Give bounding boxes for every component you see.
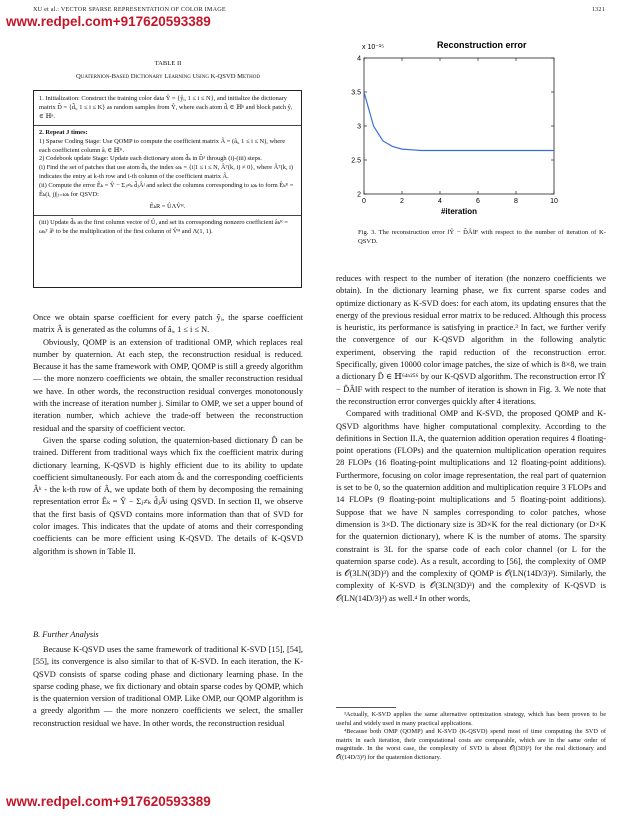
table-title: Quaternion-Based Dictionary Learning Using K-QSVD Method: [76, 73, 260, 80]
paragraph: Because K-QSVD uses the same framework of traditional K-SVD [15], [54], [55], its convergence is also similar to that of K-SVD. In each iteration, the K-QSVD consists of sparse coding phase and dictionary learning phase. In the sparse coding phase, we fix dictionary and obtain sparse codes by QOMP, which is the quaternion version of traditional OMP. Like OMP, our QOMP algorithm is a greedy algorithm — the more nonzero coefficients we select, the smaller reconstruction residual we have. In other words, the reconstruction residual: [33, 645, 303, 728]
running-title: XU et al.: VECTOR SPARSE REPRESENTATION OF COLOR IMAGE: [33, 6, 226, 13]
x-tick-label: 6: [476, 198, 480, 205]
algo-step-2: 2. Repeat J times:: [39, 128, 88, 136]
algo-step-2-1: 1) Sparse Coding Stage: Use QOMP to compute the coefficient matrix Â = (âᵢ, 1 ≤ i ≤ N), where each coefficient column âᵢ ∈ ℍᴷ.: [39, 137, 286, 154]
paragraph: Given the sparse coding solution, the quaternion-based dictionary D̂ can be trained. Different from traditional ways which fix the coefficient matrix during dictionary learning, K-QSVD is highly efficient due to its ability to update coefficient simultaneously. For each atom d̂ₖ and the corresponding coefficients Âᵏ - the k-th row of Â, we update both of them by decomposing the remaining representation error Êₖ = Ŷ − Σⱼ≠ₖ d̂ⱼÂʲ using QSVD. In section II, we observe that the first basis of QSVD contains more information than that of SVD for color images. This indicates that the update of atoms and their corresponding coefficients can be more efficient using K-QSVD. The details of K-QSVD algorithm is shown in Table II.: [33, 435, 303, 556]
plot-frame: [364, 58, 554, 194]
y-tick-label: 2: [357, 191, 361, 199]
x-axis-label: #iteration: [440, 207, 478, 216]
x-tick-label: 8: [514, 198, 518, 205]
y-tick-label: 3.5: [351, 89, 361, 97]
footnote-3: ³Actually, K-SVD applies the same alternative optimization strategy, which has been proven to be useful and widely used in many practical applications.: [336, 711, 606, 727]
algo-step-iii: (iii) Update d̂ₖ as the first column vector of Û, and set its corresponding nonzero coefficient âₖᴿ = ωₖᵀ âᵏ to be the multiplication of the first column of V̂ᴴ and Λ(1, 1).: [39, 218, 288, 235]
x-tick-label: 2: [400, 198, 404, 205]
watermark-bottom: www.redpel.com+917620593389: [6, 794, 211, 809]
algo-step-ii: (ii) Compute the error Êₖ = Ŷ − Σⱼ≠ₖ d̂ⱼÂʲ and select the columns corresponding to ωₖ to form Êₖᴿ = Êₖ(i, j)|ⱼ₌ωₖ for QSVD:: [39, 182, 294, 199]
left-column: [33, 312, 303, 558]
footnotes: [336, 707, 606, 763]
left-column-section: [33, 644, 303, 730]
paragraph: Obviously, QOMP is an extension of traditional OMP, which replaces real number by quaternion. At each step, the reconstruction residual is reduced. Because it has the same framework with OMP, QOMP is still a greedy algorithm — the more nonzero coefficients we obtain, the smaller reconstruction residual we have. In other words, the reconstruction residual converges monotonously with the increase of iteration number j. Similar to OMP, we set a upper bound of iteration number, which achieve the trade-off between the reconstruction residual and the sparsity of coefficient vector.: [33, 337, 303, 433]
right-column: [336, 273, 606, 605]
page-number: 1321: [591, 6, 605, 13]
footnote-rule: [336, 707, 396, 708]
algo-step-i: (i) Find the set of patches that use atom d̂ₖ, the index ωₖ = {i|1 ≤ i ≤ N, Âᵀ(k, i) ≠ 0}, where Âᵀ(k, i) indicates the entry at k-th row and i-th column of the coefficient matrix Â.: [39, 164, 294, 181]
footnote-4: ⁴Because both OMP (QOMP) and K-SVD (K-QSVD) spend most of time computing the SVD of matrix in each iteration, their computational costs are comparable, which are in the same order of magnitude. In the worst case, the complexity of SVD is about 𝒪((3D)³) for the real dictionary and 𝒪((14D/3)³) for the quaternion dictionary.: [336, 728, 606, 761]
algo-equation: ÊₖR = ÛΛV̂ᴴ.: [149, 202, 186, 210]
y-tick-label: 3: [357, 123, 361, 131]
x-tick-label: 0: [362, 198, 366, 205]
chart-title: Reconstruction error: [437, 40, 527, 50]
figure-caption: Fig. 3. The reconstruction error ‖Ŷ − D̂Â‖F with respect to the number of iteration of K-QSVD.: [358, 229, 606, 245]
reconstruction-error-chart: [330, 18, 575, 218]
section-heading: B. Further Analysis: [33, 630, 99, 639]
paragraph: reduces with respect to the number of iteration (the nonzero coefficients we obtain). In the dictionary learning phase, we fix current sparse codes and optimize dictionary as K-SVD does: for each atom, its updating ensures that the energy of the previous residual error matrix to be reduced. Although this process is heuristic, its performance is satisfying in practice.³ In fact, we further verify the convergence of our K-QSVD algorithm in the following analytic experiment, observing the rapid reduction of the reconstruction error. Specifically, given 10000 color image patches, the size of which is 8×8, we train a dictionary D̂ ∈ ℍ⁶⁴ˣ²⁵⁶ by our K-QSVD algorithm. The reconstruction error ‖Ŷ − D̂Â‖F with respect to the number of iteration is shown in Fig. 3. We note that the reconstruction error converges quickly after 4 iterations.: [336, 274, 606, 406]
paragraph: Once we obtain sparse coefficient for every patch ŷᵢ, the sparse coefficient matrix Â is generated as the columns of âᵢ, 1 ≤ i ≤ N.: [33, 313, 303, 335]
algo-step-2-2: 2) Codebook update Stage: Update each dictionary atom d̂ₖ in D̂ᴶ through (i)-(iii) steps.: [39, 155, 262, 163]
y-tick-label: 2.5: [351, 157, 361, 165]
algo-divider: [34, 215, 301, 216]
x-tick-label: 4: [438, 198, 442, 205]
table-label: TABLE II: [154, 60, 182, 67]
watermark-top: www.redpel.com+917620593389: [6, 14, 211, 29]
algo-divider: [34, 125, 301, 126]
algo-step-1: 1. Initialization: Construct the training color data Ŷ = {ŷᵢ, 1 ≤ i ≤ N}, and initialize the dictionary matrix D̂ = {d̂ᵢ, 1 ≤ i ≤ K} as random samples from Ŷ, where each atom d̂ᵢ ∈ ℍⁿ and block patch ŷᵢ ∈ ℍⁿ.: [39, 95, 292, 120]
y-scale-label: x 10⁻¹⁵: [362, 44, 385, 51]
paragraph: Compared with traditional OMP and K-SVD, the proposed QOMP and K-QSVD algorithms have higher computational complexity. According to the definitions in Section II.A, the quaternion addition operation requires 4 floating-point operations (FLOPs) and the quaternion multiplication operation requires 28 FLOPs (16 floating-point multiplications and 12 floating-point additions). Furthermore, focusing on color image representation, the real part of quaternion is set to be 0, so the quaternion addition and multiplication require 3 FLOPs and 14 FLOPs (9 floating-point multiplications and 5 floating-point additions). Suppose that we have N samples corresponding to color patches, whose dimension is 3×D. The dictionary size is 3D×K for the real dictionary (or D×K for the quaternion dictionary), where K is the number of atoms. The sparsity constraint is 3L for the sparse code of each color channel (or L for the quaternion sparse code). As a result, according to [56], the complexity of OMP is 𝒪(3LN(3D)³) and the complexity of QOMP is 𝒪(LN(14D/3)³). Similarly, the complexity of K-SVD is 𝒪(3LN(3D)³) and the complexity of K-QSVD is 𝒪(LN(14D/3)³) as well.⁴ In other words,: [336, 409, 606, 603]
x-tick-label: 10: [550, 198, 558, 205]
algorithm-box: [33, 90, 302, 288]
y-tick-label: 4: [357, 55, 361, 63]
